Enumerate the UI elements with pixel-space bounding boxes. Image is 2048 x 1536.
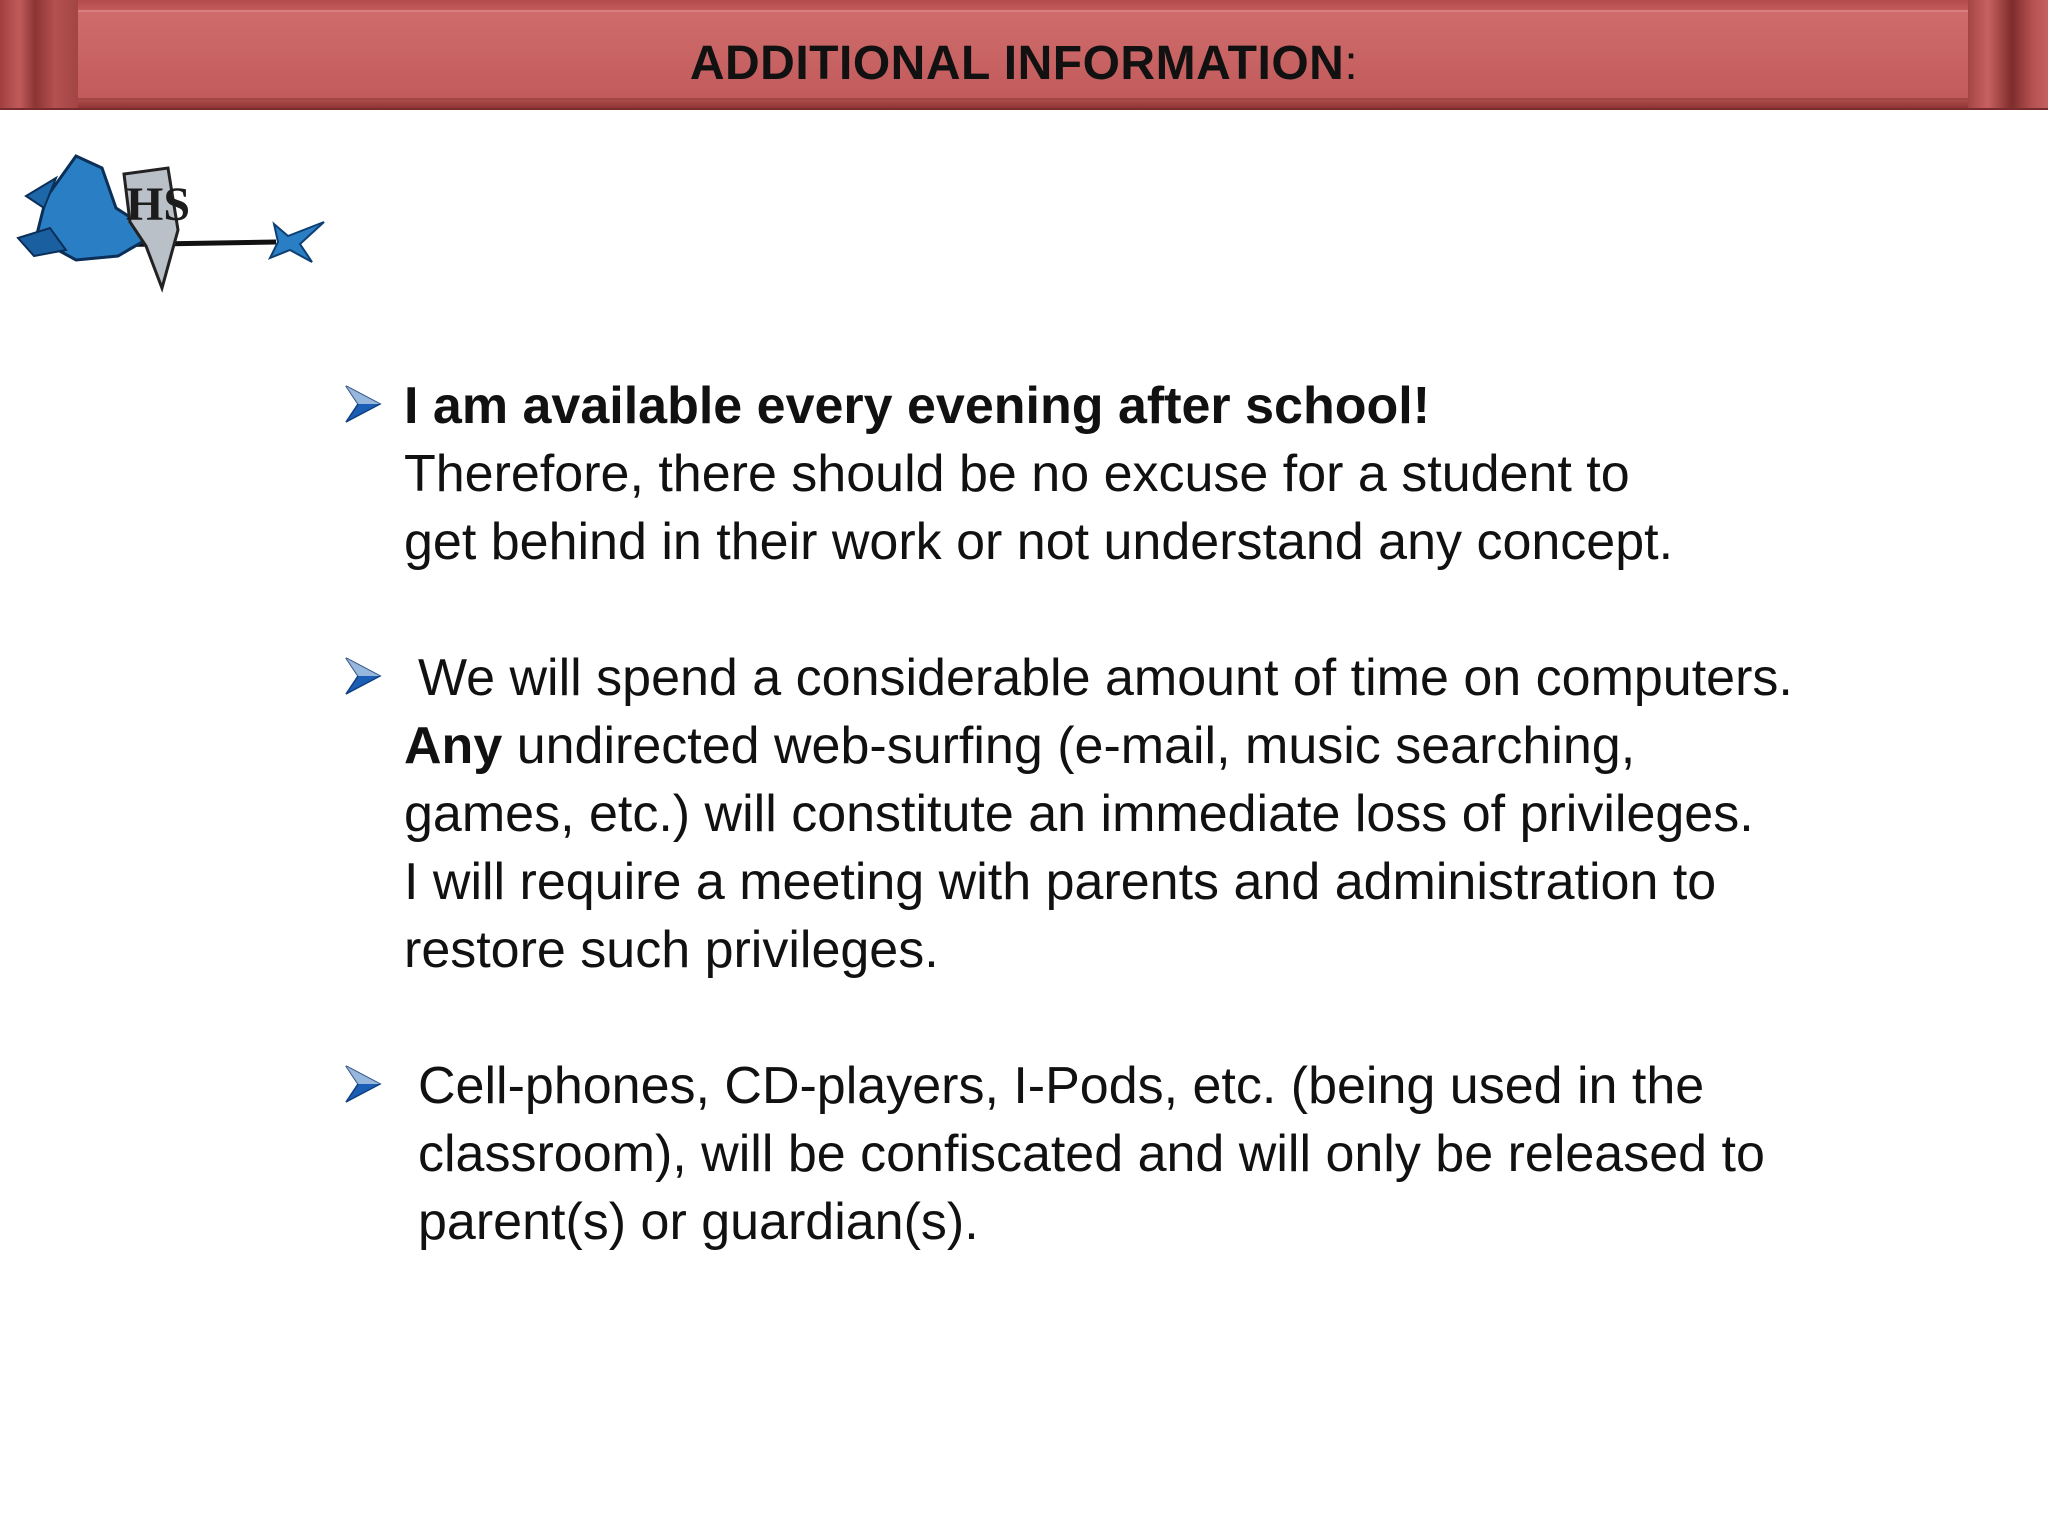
bullet-item-availability: [340, 372, 2000, 576]
bullet-line: Therefore, there should be no excuse for a student to: [404, 445, 1630, 503]
bullet-line: parent(s) or guardian(s).: [418, 1193, 979, 1251]
title-banner: [0, 0, 2048, 110]
arrowhead-bullet-icon: [344, 1064, 382, 1104]
bullet-line: I will require a meeting with parents and administration to: [404, 853, 1717, 911]
bullet-line: I am available every evening after school!: [404, 377, 1431, 435]
emphasis-word: Any: [404, 717, 503, 775]
bullet-item-computers: [340, 644, 2000, 984]
bullet-line: Cell-phones, CD-players, I-Pods, etc. (being used in the: [418, 1057, 1705, 1115]
bullet-line: We will spend a considerable amount of time on computers.: [418, 649, 1793, 707]
bullet-list: [340, 372, 2000, 1256]
bullet-line: restore such privileges.: [404, 921, 939, 979]
bullet-line-text: undirected web-surfing (e-mail, music searching,: [516, 717, 1636, 775]
arrowhead-bullet-icon: [344, 656, 382, 696]
school-mascot-logo: [6, 138, 336, 298]
bullet-line: games, etc.) will constitute an immediate loss of privileges.: [404, 785, 1754, 843]
page-title-text: ADDITIONAL INFORMATION: [689, 37, 1345, 90]
logo-spear-tip: [270, 222, 324, 262]
bullet-item-devices: [340, 1052, 2000, 1256]
bullet-line: get behind in their work or not understand any concept.: [404, 513, 1674, 571]
arrowhead-bullet-icon: [344, 384, 382, 424]
bullet-line-with-emphasis: [404, 712, 2000, 780]
page-title-colon: :: [1344, 37, 1359, 90]
page-title: [0, 38, 2048, 90]
logo-letters: HS: [126, 178, 191, 231]
mascot-logo-icon: [6, 138, 336, 298]
bullet-line: classroom), will be confiscated and will only be released to: [418, 1125, 1765, 1183]
